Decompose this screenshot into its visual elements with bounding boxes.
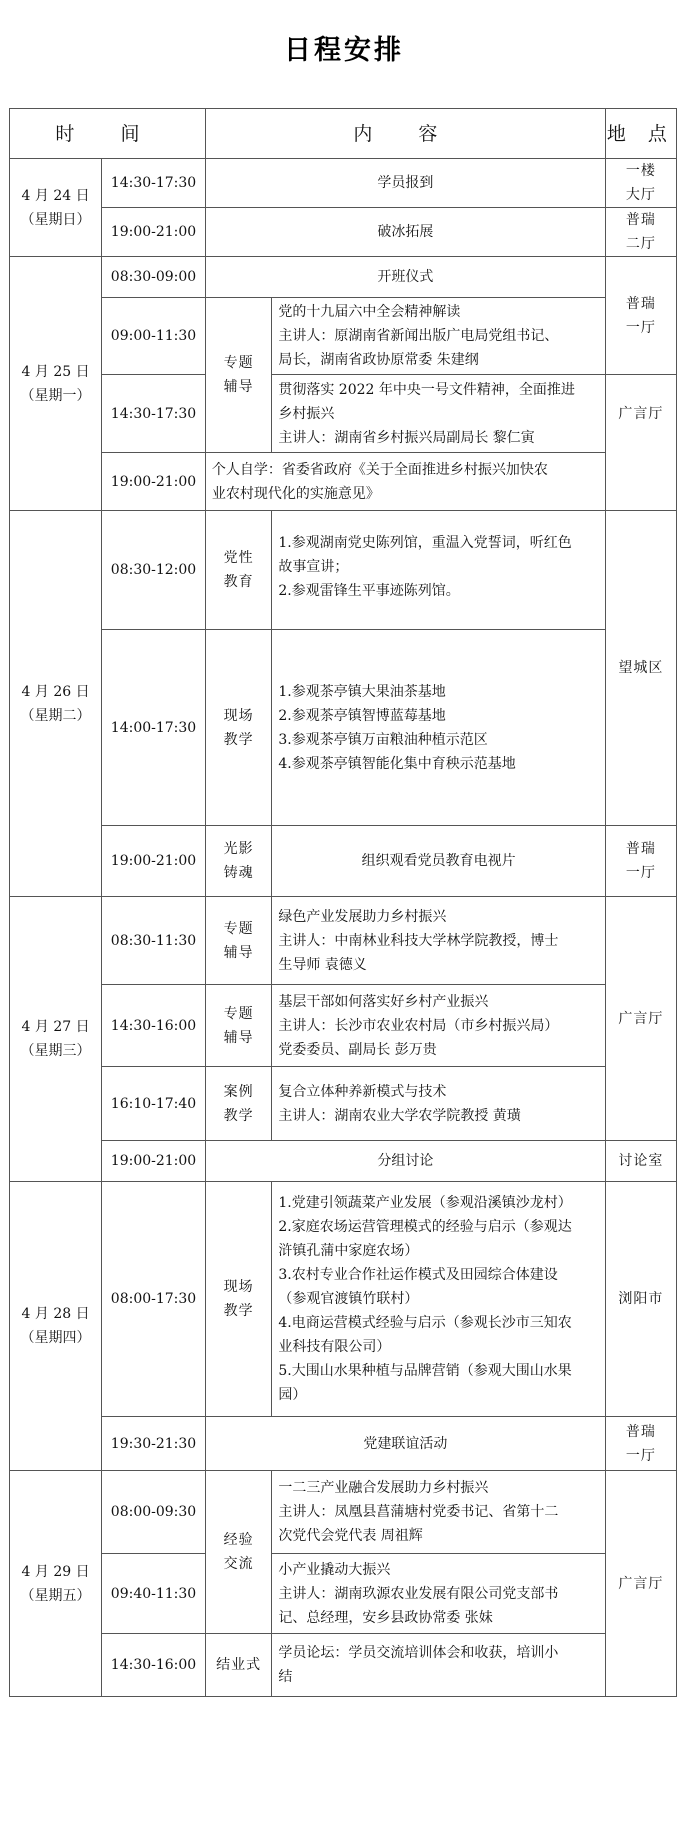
content-line: 2.参观雷锋生平事迹陈列馆。 (278, 583, 460, 599)
content-line: 生导师 袁德义 (278, 956, 367, 973)
table-row (10, 985, 677, 1067)
content-line: 局长，湖南省政协原常委 朱建纲 (278, 352, 479, 368)
location-cell: 广言厅 (605, 1471, 676, 1697)
content-line: 一二三产业融合发展助力乡村振兴 (278, 1480, 489, 1496)
time-cell: 14:30-16:00 (102, 985, 206, 1067)
content-line: 1.参观湖南党史陈列馆，重温入党誓词，听红色 (278, 535, 572, 551)
content-line: （参观官渡镇竹联村） (278, 1291, 419, 1307)
table-row (10, 257, 677, 298)
header-content: 内 容 (205, 109, 605, 159)
time-cell: 19:00-21:00 (102, 208, 206, 257)
content-line: 复合立体种养新模式与技术 (278, 1083, 447, 1100)
content-line: 个人自学：省委省政府《关于全面推进乡村振兴加快农 (211, 461, 548, 478)
content-line: 主讲人：中南林业科技大学林学院教授，博士 (278, 932, 559, 949)
category-cell (205, 897, 271, 985)
category-line: 教学 (223, 1303, 254, 1319)
content-line: 学员论坛：学员交流培训体会和收获，培训小 (278, 1645, 559, 1661)
content-cell (272, 897, 605, 985)
date-label: 4 月 26 日 (21, 683, 90, 700)
category-cell (205, 630, 271, 826)
content-line: 基层干部如何落实好乡村产业振兴 (278, 993, 489, 1010)
date-label: 4 月 29 日 (21, 1563, 90, 1580)
content-line: 次党代会党代表 周祖辉 (278, 1528, 423, 1544)
table-row (10, 630, 677, 826)
content-cell: 分组讨论 (205, 1141, 605, 1182)
content-line: 业科技有限公司） (278, 1339, 391, 1355)
location-line: 一楼 (625, 163, 656, 179)
date-cell (10, 897, 102, 1182)
time-cell: 09:40-11:30 (102, 1554, 206, 1634)
time-cell: 08:00-09:30 (102, 1471, 206, 1554)
content-line: 5.大围山水果种植与品牌营销（参观大围山水果 (278, 1363, 572, 1379)
time-cell: 14:30-17:30 (102, 159, 206, 208)
category-line: 现场 (223, 1279, 254, 1295)
content-line: 小产业撬动大振兴 (278, 1561, 391, 1578)
time-cell: 08:30-12:00 (102, 511, 206, 630)
category-cell (205, 298, 271, 453)
date-label: 4 月 24 日 (21, 187, 90, 204)
content-line: 4.电商运营模式经验与启示（参观长沙市三知农 (278, 1315, 572, 1331)
content-line: 主讲人：湖南农业大学农学院教授 黄璜 (278, 1107, 521, 1124)
time-cell: 14:30-17:30 (102, 375, 206, 453)
content-cell (272, 985, 605, 1067)
content-cell: 学员报到 (205, 159, 605, 208)
weekday-label: （星期三） (20, 1043, 91, 1059)
time-cell: 09:00-11:30 (102, 298, 206, 375)
date-label: 4 月 25 日 (21, 363, 90, 380)
location-line: 普瑞 (625, 295, 656, 312)
time-cell: 19:30-21:30 (102, 1417, 206, 1471)
category-line: 党性 (223, 550, 254, 566)
table-row (10, 208, 677, 257)
content-line: 故事宣讲； (278, 559, 349, 575)
location-line: 大厅 (625, 187, 656, 203)
category-line: 经验 (223, 1532, 254, 1548)
category-line: 专题 (223, 1005, 254, 1022)
time-cell: 14:30-16:00 (102, 1634, 206, 1697)
category-line: 专题 (223, 920, 254, 937)
time-cell: 19:00-21:00 (102, 826, 206, 897)
table-row (10, 159, 677, 208)
content-cell: 组织观看党员教育电视片 (272, 826, 605, 897)
location-line: 普瑞 (625, 1423, 656, 1440)
weekday-label: （星期二） (20, 707, 91, 724)
content-line: 主讲人：湖南省乡村振兴局副局长 黎仁寅 (278, 429, 535, 446)
content-cell: 开班仪式 (205, 257, 605, 298)
table-row (10, 375, 677, 453)
content-line: 业农村现代化的实施意见》 (211, 485, 380, 502)
time-cell: 19:00-21:00 (102, 453, 206, 511)
content-line: 园） (278, 1387, 307, 1403)
location-cell (605, 159, 676, 208)
header-row (10, 109, 677, 159)
time-cell: 08:30-09:00 (102, 257, 206, 298)
date-cell (10, 1471, 102, 1697)
location-line: 一厅 (625, 319, 656, 336)
category-line: 教学 (223, 731, 254, 748)
location-cell: 望城区 (605, 511, 676, 826)
location-line: 一厅 (625, 1447, 656, 1464)
table-row (10, 453, 677, 511)
location-line: 普瑞 (625, 212, 656, 228)
category-line: 教育 (223, 574, 254, 590)
location-line: 普瑞 (625, 841, 656, 857)
content-cell: 破冰拓展 (205, 208, 605, 257)
content-cell (272, 1182, 605, 1417)
table-row (10, 1634, 677, 1697)
location-cell: 广言厅 (605, 375, 676, 511)
location-cell: 浏阳市 (605, 1182, 676, 1417)
category-line: 教学 (223, 1107, 254, 1124)
category-line: 铸魂 (223, 865, 254, 881)
category-cell: 结业式 (205, 1634, 271, 1697)
category-line: 光影 (223, 841, 254, 857)
content-line: 1.参观茶亭镇大果油茶基地 (278, 683, 446, 700)
content-line: 3.农村专业合作社运作模式及田园综合体建设 (278, 1267, 558, 1283)
category-cell (205, 1182, 271, 1417)
content-cell (272, 630, 605, 826)
category-line: 案例 (223, 1083, 254, 1100)
date-cell (10, 159, 102, 257)
weekday-label: （星期四） (20, 1330, 91, 1346)
date-cell (10, 1182, 102, 1471)
table-row (10, 1417, 677, 1471)
content-line: 主讲人：长沙市农业农村局（市乡村振兴局） (278, 1017, 559, 1034)
content-cell (272, 375, 605, 453)
time-cell: 08:00-17:30 (102, 1182, 206, 1417)
page-title: 日程安排 (284, 35, 404, 66)
location-cell (605, 208, 676, 257)
location-cell: 广言厅 (605, 897, 676, 1141)
content-line: 党的十九届六中全会精神解读 (278, 304, 461, 320)
weekday-label: （星期五） (20, 1587, 91, 1604)
location-cell (605, 1417, 676, 1471)
content-cell (272, 1471, 605, 1554)
content-cell (272, 1554, 605, 1634)
table-row (10, 1141, 677, 1182)
date-cell (10, 511, 102, 897)
date-label: 4 月 27 日 (21, 1019, 90, 1035)
header-location: 地 点 (605, 109, 676, 159)
content-line: 党委委员、副局长 彭万贵 (278, 1041, 437, 1058)
category-line: 辅导 (223, 944, 254, 961)
table-row (10, 1554, 677, 1634)
time-cell: 14:00-17:30 (102, 630, 206, 826)
content-line: 结 (278, 1669, 293, 1685)
category-line: 交流 (223, 1556, 254, 1572)
category-line: 辅导 (223, 379, 254, 395)
table-row (10, 1067, 677, 1141)
date-cell (10, 257, 102, 511)
time-cell: 16:10-17:40 (102, 1067, 206, 1141)
category-cell (205, 511, 271, 630)
content-line: 3.参观茶亭镇万亩粮油种植示范区 (278, 731, 488, 748)
content-line: 主讲人：凤凰县菖蒲塘村党委书记、省第十二 (278, 1504, 559, 1520)
schedule-table (9, 108, 677, 1697)
location-line: 二厅 (625, 236, 656, 252)
location-cell: 讨论室 (605, 1141, 676, 1182)
time-cell: 08:30-11:30 (102, 897, 206, 985)
category-cell (205, 1471, 271, 1634)
table-row (10, 1182, 677, 1417)
date-label: 4 月 28 日 (21, 1306, 90, 1322)
content-line: 主讲人：原湖南省新闻出版广电局党组书记、 (278, 328, 559, 344)
table-row (10, 298, 677, 375)
content-line: 4.参观茶亭镇智能化集中育秧示范基地 (278, 755, 516, 772)
category-cell (205, 1067, 271, 1141)
table-row (10, 1471, 677, 1554)
content-cell (272, 1067, 605, 1141)
location-cell (605, 826, 676, 897)
content-cell (272, 1634, 605, 1697)
time-cell: 19:00-21:00 (102, 1141, 206, 1182)
category-line: 辅导 (223, 1029, 254, 1046)
content-line: 主讲人：湖南玖源农业发展有限公司党支部书 (278, 1585, 559, 1602)
table-row (10, 511, 677, 630)
table-row (10, 897, 677, 985)
content-line: 乡村振兴 (278, 405, 335, 422)
content-line: 1.党建引领蔬菜产业发展（参观沿溪镇沙龙村） (278, 1195, 572, 1211)
category-line: 专题 (223, 355, 254, 371)
location-line: 一厅 (625, 865, 656, 881)
header-time: 时 间 (10, 109, 206, 159)
location-cell (605, 257, 676, 375)
content-line: 2.参观茶亭镇智博蓝莓基地 (278, 707, 446, 724)
content-line: 绿色产业发展助力乡村振兴 (278, 908, 447, 925)
content-line: 2.家庭农场运营管理模式的经验与启示（参观达 (278, 1219, 572, 1235)
content-cell (272, 298, 605, 375)
category-cell (205, 826, 271, 897)
weekday-label: （星期日） (20, 211, 91, 228)
content-cell: 党建联谊活动 (205, 1417, 605, 1471)
content-cell (272, 511, 605, 630)
content-cell (205, 453, 605, 511)
content-line: 浒镇孔蒲中家庭农场） (278, 1243, 419, 1259)
category-cell (205, 985, 271, 1067)
content-line: 记、总经理，安乡县政协常委 张妹 (278, 1609, 493, 1626)
content-line: 贯彻落实 2022 年中央一号文件精神，全面推进 (278, 381, 575, 398)
table-row (10, 826, 677, 897)
category-line: 现场 (223, 707, 254, 724)
weekday-label: （星期一） (20, 387, 91, 404)
